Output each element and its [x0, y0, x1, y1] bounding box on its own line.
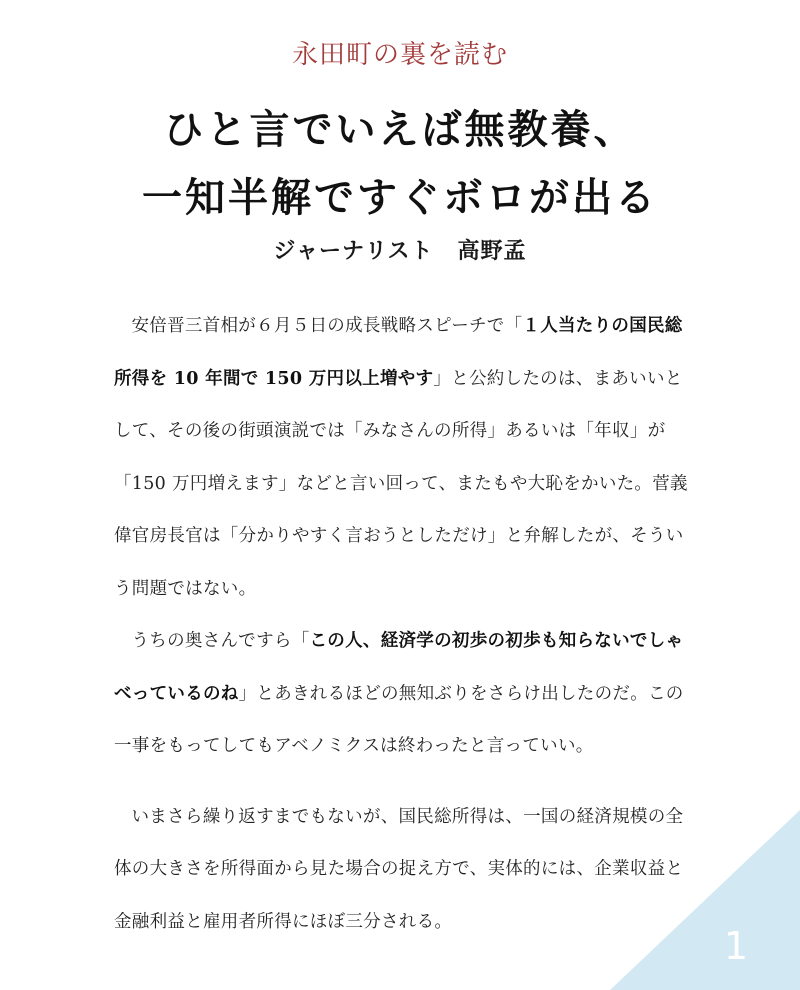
paragraph-3-text: いまさら繰り返すまでもないが、国民総所得は、一国の経済規模の全体の大きさを所得面から見た場合の捉え方で、実体的には、企業収益と金融利益と雇用者所得にほぼ三分される。	[114, 806, 684, 932]
paragraph-1	[114, 300, 694, 615]
byline	[0, 234, 800, 265]
paragraph-1-quote: １人当たりの国民総所得を 10 年間で 150 万円以上増やす	[114, 316, 683, 389]
paragraph-1-text-b: 」と公約したのは、まあいいとして、その後の街頭演説では「みなさんの所得」あるいは「年収」が「150 万円増えます」などと言い回って、またもや大恥をかいた。菅義偉官房長官は「分かりやすく言おうとしただけ」と弁解したが、そういう問題ではない。	[114, 368, 688, 599]
byline-author: 高野孟	[457, 238, 527, 264]
series-label: 永田町の裏を読む	[291, 40, 508, 70]
paragraph-1-text-a: 安倍晋三首相が６月５日の成長戦略スピーチで「	[131, 316, 523, 336]
paragraph-2	[114, 615, 694, 773]
paragraph-2-quote: この人、経済学の初歩の初歩も知らないでしゃべっているのね	[114, 631, 684, 704]
corner-triangle-shape	[610, 810, 800, 990]
headline-line-2: 一知半解ですぐボロが出る	[142, 175, 658, 221]
page-number: 1	[723, 924, 748, 968]
headline-line-1: ひと言でいえば無教養、	[163, 107, 637, 153]
paragraph-2-text-a: うちの奥さんですら「	[131, 631, 310, 651]
corner-triangle	[600, 810, 800, 990]
byline-role: ジャーナリスト	[273, 238, 434, 264]
paragraph-2-text-b: 」とあきれるほどの無知ぶりをさらけ出したのだ。この一事をもってしてもアベノミクスは終わったと言っていい。	[114, 683, 684, 756]
